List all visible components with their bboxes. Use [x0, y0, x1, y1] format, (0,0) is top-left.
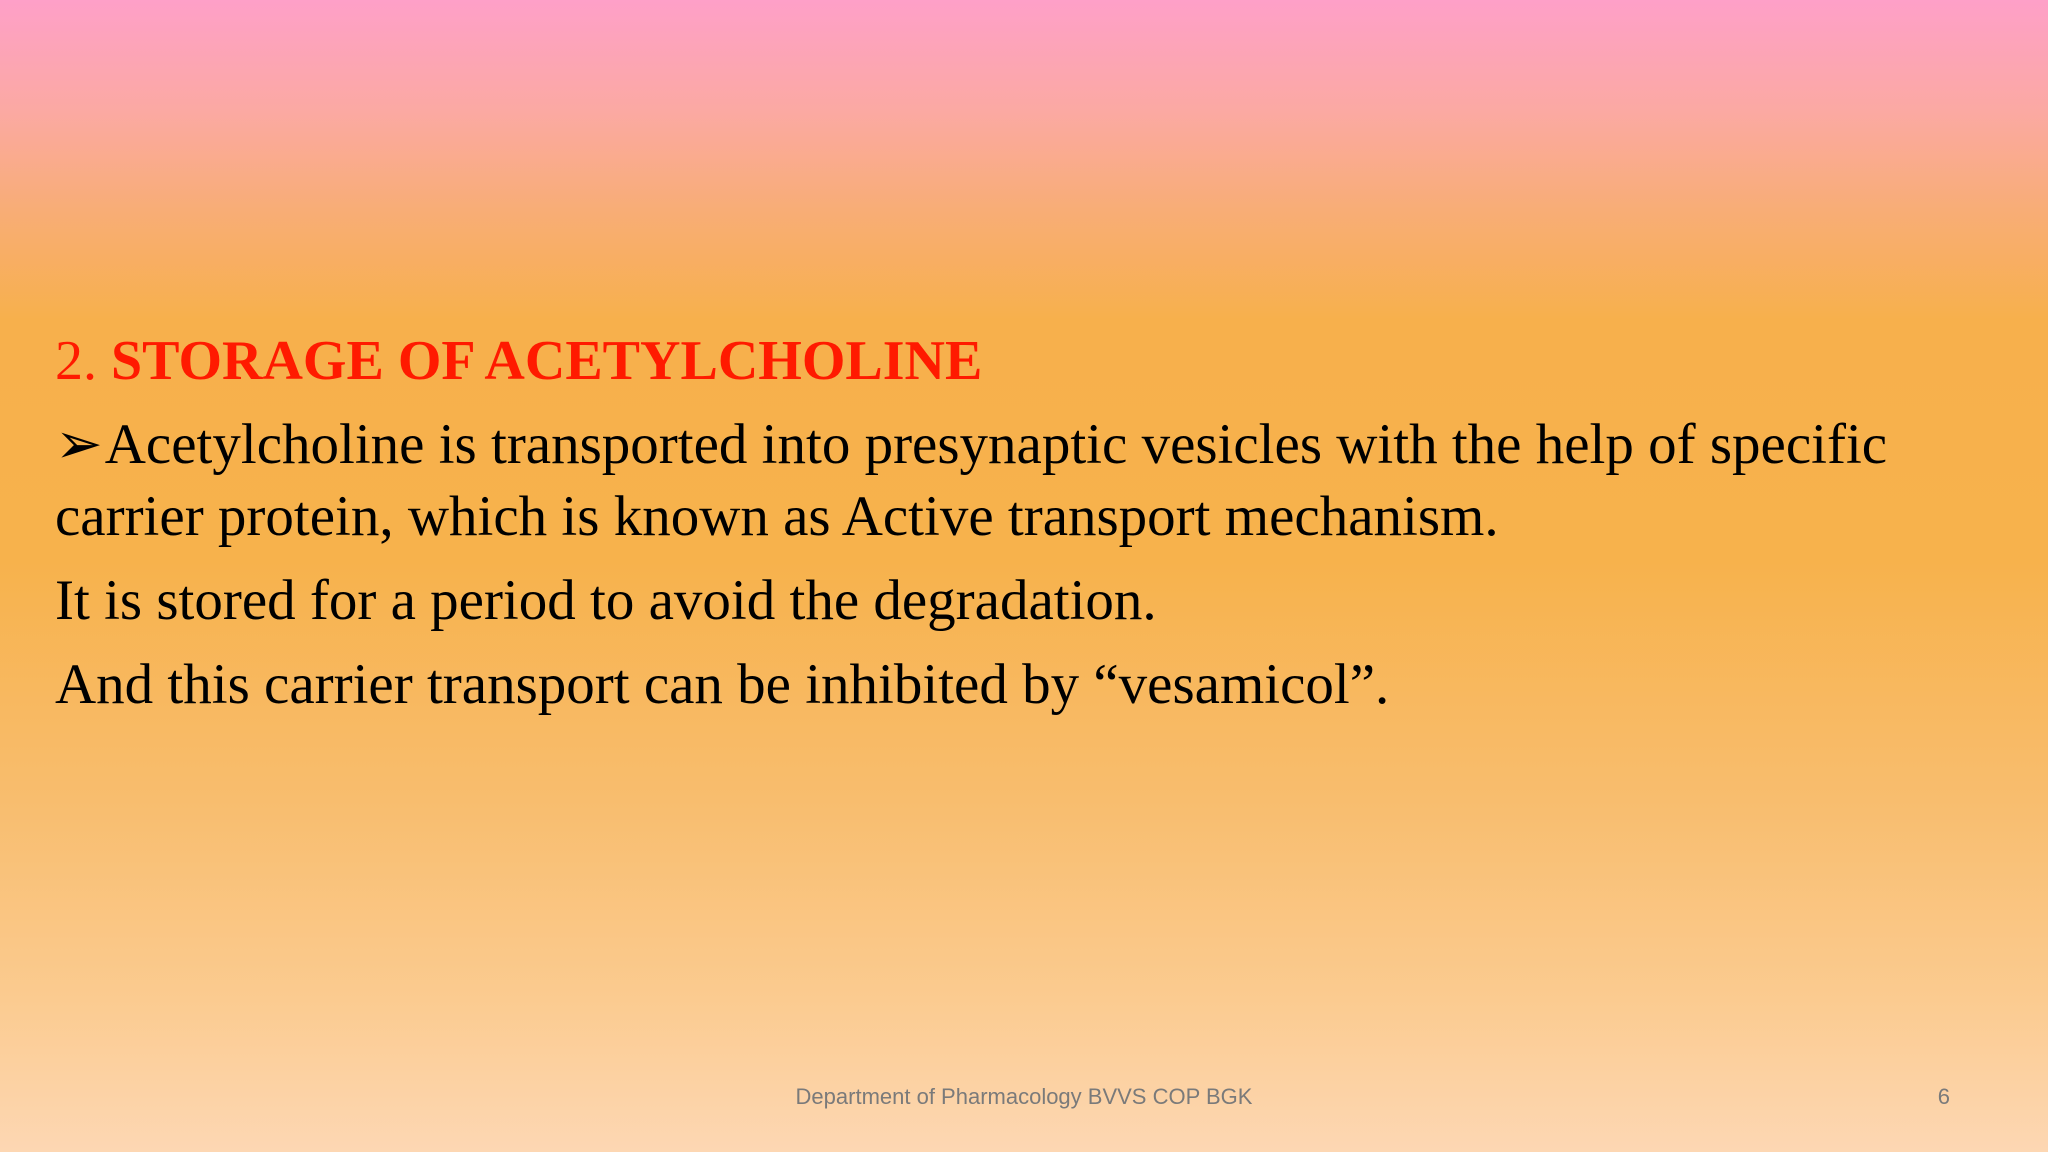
paragraph-inhibition: And this carrier transport can be inhibited by “vesamicol”.: [55, 653, 1390, 716]
slide-content: [55, 325, 2015, 733]
slide-heading: [55, 325, 2015, 397]
paragraph-storage: It is stored for a period to avoid the degradation.: [55, 569, 1157, 632]
arrow-bullet-icon: ➢: [55, 413, 103, 476]
heading-number: 2.: [55, 330, 97, 392]
page-number: 6: [1937, 1084, 1950, 1109]
bullet-paragraph: [55, 409, 2015, 553]
bullet-text: Acetylcholine is transported into presynaptic vesicles with the help of specific carrier protein, which is known as Active transport mechanism.: [55, 413, 1888, 548]
footer-department: Department of Pharmacology BVVS COP BGK: [795, 1084, 1253, 1109]
heading-title: STORAGE OF ACETYLCHOLINE: [111, 330, 983, 392]
